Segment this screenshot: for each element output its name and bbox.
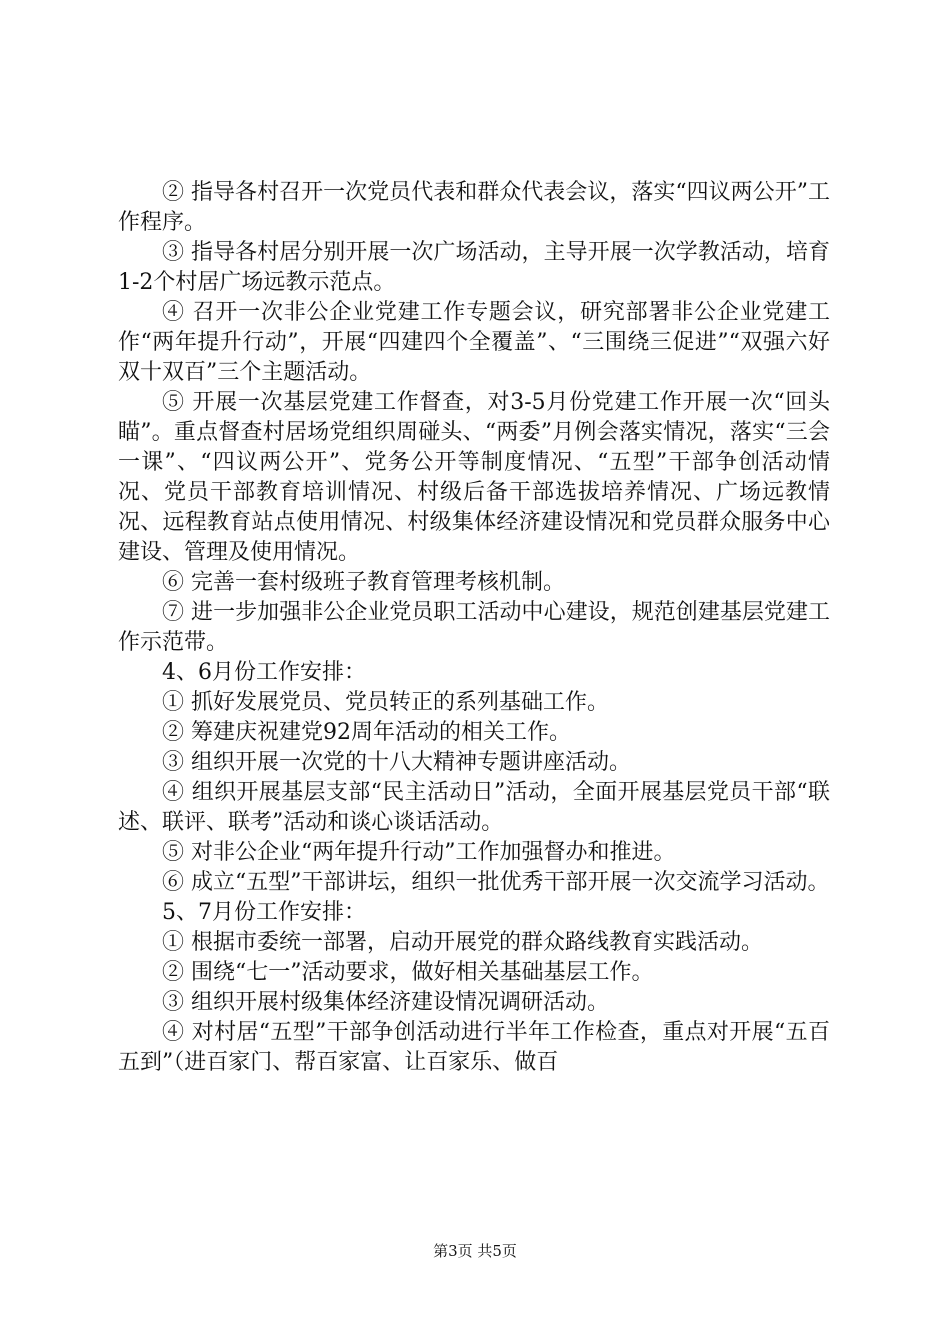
document-body — [118, 178, 830, 1078]
paragraph: ② 指导各村召开一次党员代表和群众代表会议，落实“四议两公开”工作程序。 — [118, 180, 830, 235]
paragraph: ④ 召开一次非公企业党建工作专题会议，研究部署非公企业党建工作“两年提升行动”，开展“四建四个全覆盖”、“三围绕三促进”“双强六好双十双百”三个主题活动。 — [118, 300, 830, 385]
paragraph: ② 筹建庆祝建党92周年活动的相关工作。 — [162, 720, 571, 745]
paragraph: ④ 组织开展基层支部“民主活动日”活动，全面开展基层党员干部“联述、联评、联考”活动和谈心谈话活动。 — [118, 780, 830, 835]
paragraph: ③ 组织开展村级集体经济建设情况调研活动。 — [162, 990, 609, 1015]
paragraph: ⑥ 完善一套村级班子教育管理考核机制。 — [162, 570, 565, 595]
section-heading: 4、6月份工作安排： — [162, 660, 366, 685]
page-number-footer: 第3页 共5页 — [433, 1242, 517, 1260]
paragraph: ③ 指导各村居分别开展一次广场活动，主导开展一次学教活动，培育1-2个村居广场远教示范点。 — [118, 240, 830, 295]
paragraph: ① 抓好发展党员、党员转正的系列基础工作。 — [162, 690, 609, 715]
paragraph: ⑦ 进一步加强非公企业党员职工活动中心建设，规范创建基层党建工作示范带。 — [118, 600, 830, 655]
paragraph: ① 根据市委统一部署，启动开展党的群众路线教育实践活动。 — [162, 930, 763, 955]
paragraph: ⑤ 对非公企业“两年提升行动”工作加强督办和推进。 — [162, 840, 676, 865]
paragraph: ③ 组织开展一次党的十八大精神专题讲座活动。 — [162, 750, 631, 775]
section-heading: 5、7月份工作安排： — [162, 900, 366, 925]
paragraph: ② 围绕“七一”活动要求，做好相关基础基层工作。 — [162, 960, 654, 985]
paragraph: ⑤ 开展一次基层党建工作督查，对3-5月份党建工作开展一次“回头瞄”。重点督查村居场党组织周碰头、“两委”月例会落实情况，落实“三会一课”、“四议两公开”、党务公开等制度情况、“五型”干部争创活动情况、党员干部教育培训情况、村级后备干部选拔培养情况、广场远教情况、远程教育站点使用情况、村级集体经济建设情况和党员群众服务中心建设、管理及使用情况。 — [118, 390, 830, 565]
paragraph: ⑥ 成立“五型”干部讲坛，组织一批优秀干部开展一次交流学习活动。 — [162, 870, 830, 895]
paragraph: ④ 对村居“五型”干部争创活动进行半年工作检查，重点对开展“五百五到”（进百家门、帮百家富、让百家乐、做百 — [118, 1020, 830, 1075]
